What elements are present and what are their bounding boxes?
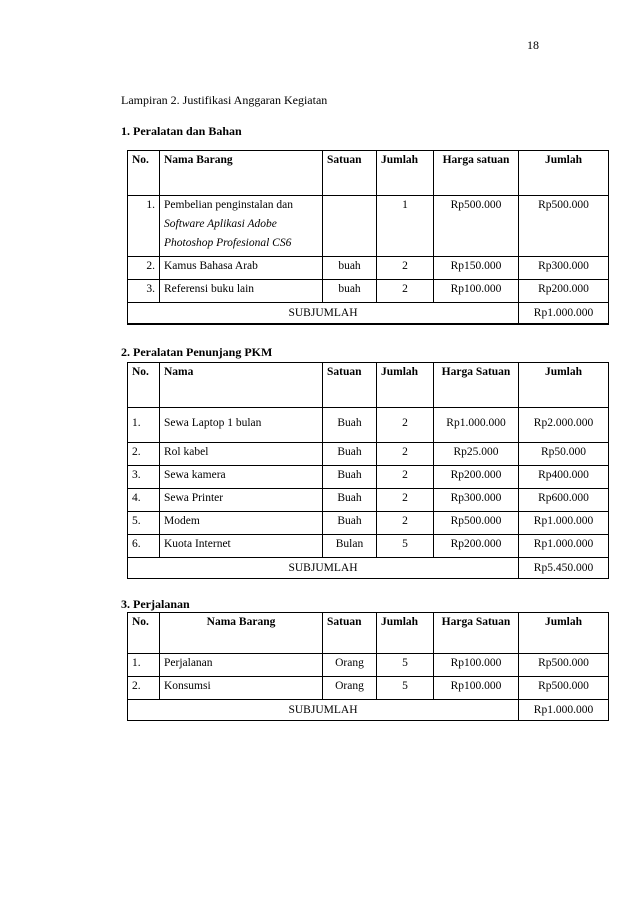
header-harga-satuan: Harga Satuan: [434, 613, 519, 654]
header-satuan: Satuan: [323, 363, 377, 408]
header-no: No.: [128, 613, 160, 654]
section2-title: 2. Peralatan Penunjang PKM: [121, 345, 273, 359]
cell-satuan: Buah: [323, 489, 377, 512]
cell-name: Rol kabel: [160, 443, 323, 466]
cell-name: [160, 196, 323, 257]
cell-jumlah: 2: [377, 512, 434, 535]
cell-total: Rp500.000: [519, 654, 609, 677]
cell-jumlah: 5: [377, 535, 434, 558]
table-row: [128, 443, 609, 466]
header-satuan: Satuan: [323, 613, 377, 654]
subtotal-row: [128, 303, 609, 325]
section2-table: [127, 362, 609, 579]
cell-total: Rp200.000: [519, 280, 609, 303]
cell-total: Rp500.000: [519, 677, 609, 700]
cell-total: Rp1.000.000: [519, 535, 609, 558]
cell-name: Perjalanan: [160, 654, 323, 677]
cell-jumlah: 2: [377, 489, 434, 512]
cell-jumlah: 5: [377, 654, 434, 677]
header-jumlah: Jumlah: [377, 613, 434, 654]
cell-name: Sewa Printer: [160, 489, 323, 512]
cell-harga: Rp25.000: [434, 443, 519, 466]
page-number: 18: [527, 38, 539, 52]
cell-jumlah: 2: [377, 443, 434, 466]
subtotal-value: Rp1.000.000: [519, 700, 609, 721]
cell-harga: Rp500.000: [434, 512, 519, 535]
cell-jumlah: 1: [377, 196, 434, 257]
subtotal-label: SUBJUMLAH: [128, 303, 519, 325]
table-row: [128, 408, 609, 443]
cell-name: Sewa Laptop 1 bulan: [160, 408, 323, 443]
header-nama-barang: Nama Barang: [160, 151, 323, 196]
cell-jumlah: 2: [377, 466, 434, 489]
table-row: [128, 677, 609, 700]
cell-no: 4.: [128, 489, 160, 512]
lampiran-title: Lampiran 2. Justifikasi Anggaran Kegiatan: [121, 93, 328, 107]
cell-harga: Rp100.000: [434, 677, 519, 700]
cell-harga: Rp1.000.000: [434, 408, 519, 443]
cell-jumlah: 2: [377, 257, 434, 280]
cell-no: 3.: [128, 280, 160, 303]
section1-table: [127, 150, 609, 325]
cell-no: 2.: [128, 443, 160, 466]
table-row: [128, 654, 609, 677]
table-row: [128, 466, 609, 489]
cell-total: Rp400.000: [519, 466, 609, 489]
header-harga-satuan: Harga satuan: [434, 151, 519, 196]
cell-satuan: Buah: [323, 512, 377, 535]
cell-satuan: buah: [323, 280, 377, 303]
name-line-2: Software Aplikasi Adobe: [164, 218, 277, 230]
header-jumlah-total: Jumlah: [519, 613, 609, 654]
cell-jumlah: 2: [377, 408, 434, 443]
cell-total: Rp2.000.000: [519, 408, 609, 443]
cell-harga: Rp200.000: [434, 535, 519, 558]
table-header-row: [128, 363, 609, 408]
cell-no: 2.: [128, 677, 160, 700]
cell-jumlah: 2: [377, 280, 434, 303]
table-header-row: [128, 151, 609, 196]
cell-harga: Rp100.000: [434, 280, 519, 303]
cell-name: Konsumsi: [160, 677, 323, 700]
name-line-1: Pembelian penginstalan dan: [164, 199, 294, 211]
header-nama-barang: Nama Barang: [160, 613, 323, 654]
header-harga-satuan: Harga Satuan: [434, 363, 519, 408]
cell-no: 1.: [128, 408, 160, 443]
section1-title: 1. Peralatan dan Bahan: [121, 124, 242, 138]
cell-jumlah: 5: [377, 677, 434, 700]
header-jumlah-total: Jumlah: [519, 363, 609, 408]
header-nama: Nama: [160, 363, 323, 408]
cell-harga: Rp150.000: [434, 257, 519, 280]
cell-harga: Rp300.000: [434, 489, 519, 512]
table-header-row: [128, 613, 609, 654]
table-row: [128, 535, 609, 558]
table-row: [128, 257, 609, 280]
table-row: [128, 489, 609, 512]
cell-total: Rp1.000.000: [519, 512, 609, 535]
cell-satuan: Buah: [323, 466, 377, 489]
name-line-3: Photoshop Profesional CS6: [164, 237, 292, 249]
section3-table: [127, 612, 609, 721]
subtotal-value: Rp1.000.000: [519, 303, 609, 325]
cell-harga: Rp500.000: [434, 196, 519, 257]
subtotal-label: SUBJUMLAH: [128, 700, 519, 721]
cell-name: Kuota Internet: [160, 535, 323, 558]
cell-total: Rp50.000: [519, 443, 609, 466]
table-row: [128, 280, 609, 303]
table-row: [128, 196, 609, 257]
subtotal-row: [128, 700, 609, 721]
cell-satuan: buah: [323, 257, 377, 280]
cell-no: 2.: [128, 257, 160, 280]
cell-satuan: [323, 196, 377, 257]
header-no: No.: [128, 151, 160, 196]
subtotal-label: SUBJUMLAH: [128, 558, 519, 579]
cell-satuan: Bulan: [323, 535, 377, 558]
cell-satuan: Buah: [323, 443, 377, 466]
header-jumlah: Jumlah: [377, 151, 434, 196]
cell-total: Rp300.000: [519, 257, 609, 280]
header-satuan: Satuan: [323, 151, 377, 196]
cell-satuan: Buah: [323, 408, 377, 443]
cell-name: Modem: [160, 512, 323, 535]
cell-total: Rp600.000: [519, 489, 609, 512]
cell-no: 1.: [128, 196, 160, 257]
subtotal-row: [128, 558, 609, 579]
cell-no: 3.: [128, 466, 160, 489]
header-jumlah: Jumlah: [377, 363, 434, 408]
table-row: [128, 512, 609, 535]
cell-no: 1.: [128, 654, 160, 677]
cell-harga: Rp100.000: [434, 654, 519, 677]
cell-satuan: Orang: [323, 677, 377, 700]
subtotal-value: Rp5.450.000: [519, 558, 609, 579]
cell-name: Sewa kamera: [160, 466, 323, 489]
cell-no: 6.: [128, 535, 160, 558]
cell-harga: Rp200.000: [434, 466, 519, 489]
header-no: No.: [128, 363, 160, 408]
cell-total: Rp500.000: [519, 196, 609, 257]
header-jumlah-total: Jumlah: [519, 151, 609, 196]
cell-name: Kamus Bahasa Arab: [160, 257, 323, 280]
cell-satuan: Orang: [323, 654, 377, 677]
section3-title: 3. Perjalanan: [121, 597, 190, 611]
cell-name: Referensi buku lain: [160, 280, 323, 303]
cell-no: 5.: [128, 512, 160, 535]
